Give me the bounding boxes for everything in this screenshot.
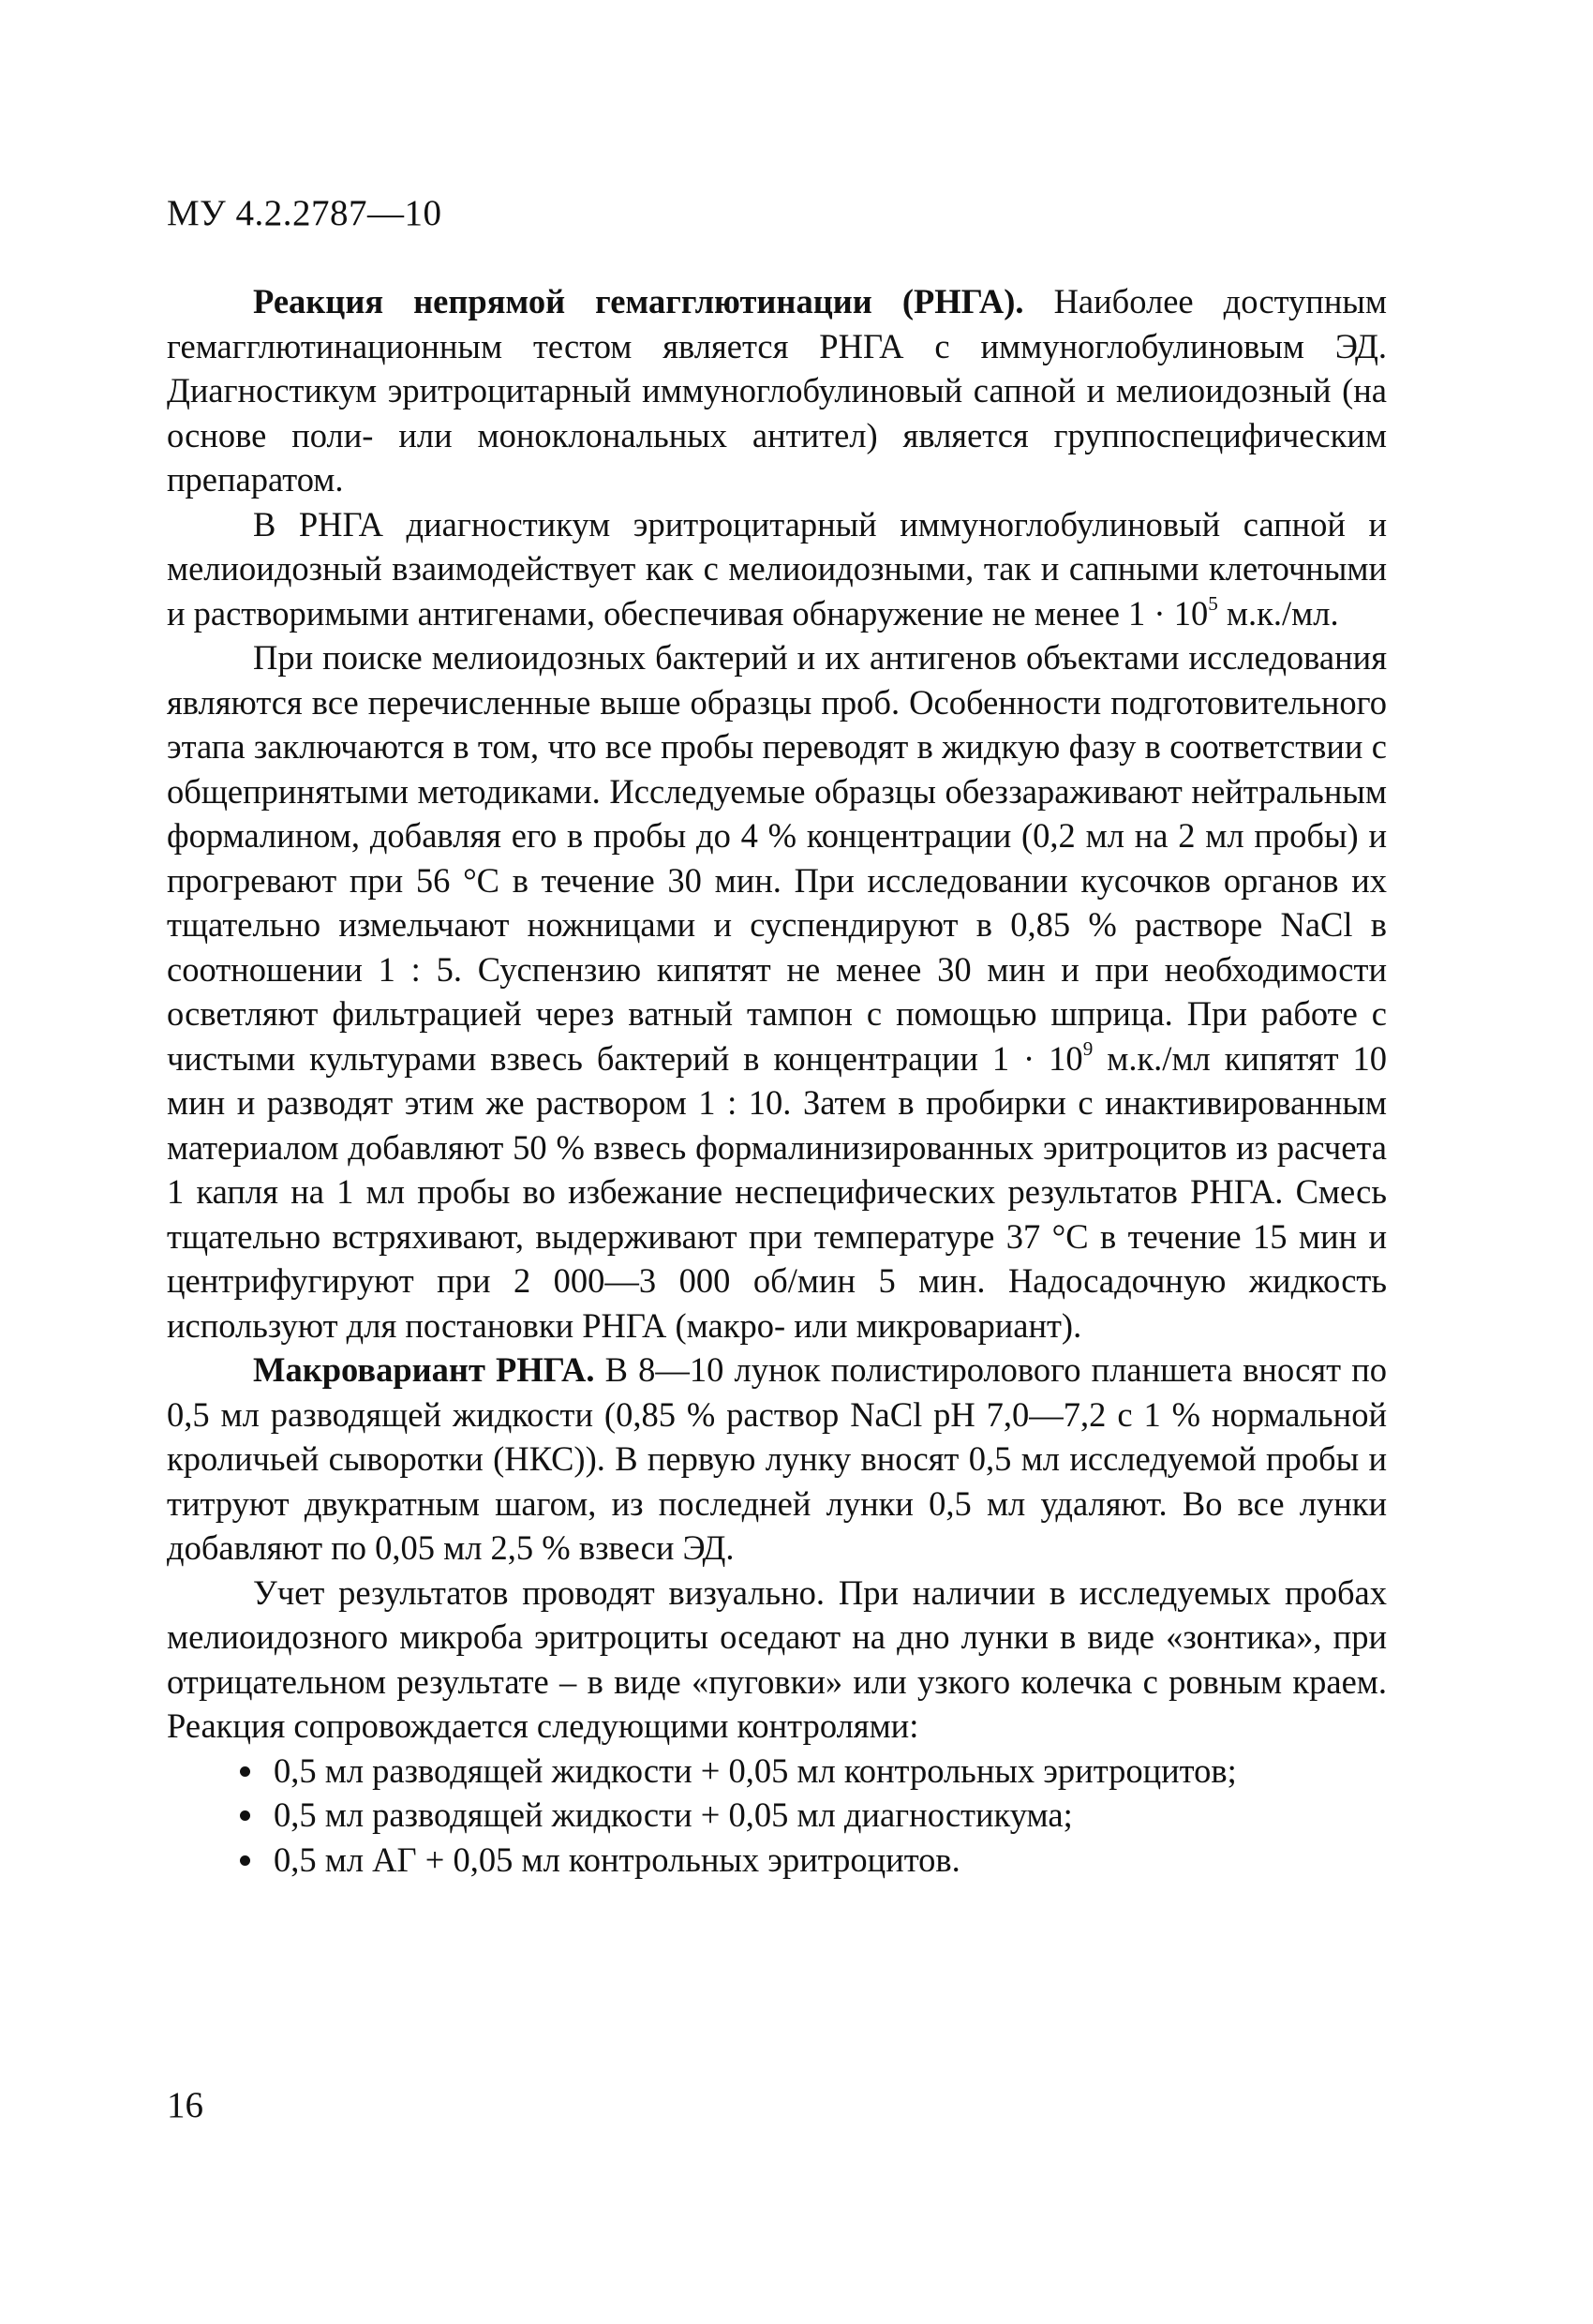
page-body: [167, 279, 1387, 1882]
paragraph-results: [167, 1571, 1387, 1749]
paragraph-text: м.к./мл кипятят 10 мин и разводят этим же раствором 1 : 10. Затем в пробирки с инактивированным материалом добавляют 50 % взвесь формалинизированных эритроцитов из расчета 1 капля на 1 мл пробы во избежание неспецифических результатов РНГА. Смесь тщательно встряхивают, выдерживают при температуре 37 °С в течение 15 мин и центрифугируют при 2 000—3 000 об/мин 5 мин. Надосадочную жидкость используют для постановки РНГА (макро- или микровариант).: [167, 1038, 1387, 1345]
bullet-icon: [240, 1855, 250, 1866]
paragraph-text: Учет результатов проводят визуально. При наличии в исследуемых пробах мелиоидозного микроба эритроциты оседают на дно лунки в виде «зонтика», при отрицательном результате – в виде «пуговки» или узкого колечка с ровным краем. Реакция сопровождается следующими контролями:: [167, 1572, 1387, 1745]
list-item-text: 0,5 мл АГ + 0,05 мл контрольных эритроцитов.: [274, 1840, 960, 1879]
section-title-rnga: Реакция непрямой гемагглютинации (РНГА).: [253, 282, 1024, 320]
paragraph-text: Наиболее доступным гемагглютинационным тестом является РНГА с иммуноглобулиновым ЭД. Диагностикум эритроцитарный иммуноглобулиновый сапной и мелиоидозный (на основе поли- или моноклональных антител) является группоспецифическим препаратом.: [167, 282, 1387, 499]
page-number: 16: [167, 2085, 203, 2125]
list-item-text: 0,5 мл разводящей жидкости + 0,05 мл контрольных эритроцитов;: [274, 1750, 1237, 1790]
section-title-macrovariant: Макровариант РНГА.: [253, 1350, 595, 1389]
paragraph-rnga-intro: [167, 279, 1387, 502]
exponent: 5: [1208, 591, 1218, 615]
list-item-text: 0,5 мл разводящей жидкости + 0,05 мл диагностикума;: [274, 1795, 1073, 1834]
paragraph-text: В РНГА диагностикум эритроцитарный иммуноглобулиновый сапной и мелиоидозный взаимодействует как с мелиоидозными, так и сапными клеточными и растворимыми антигенами, обеспечивая обнаружение не менее 1 · 10: [167, 504, 1387, 633]
exponent: 9: [1082, 1036, 1094, 1060]
bullet-icon: [240, 1810, 250, 1821]
paragraph-macrovariant: [167, 1348, 1387, 1571]
list-item: [240, 1749, 1387, 1794]
paragraph-text: При поиске мелиоидозных бактерий и их антигенов объектами исследования являются все перечисленные выше образцы проб. Особенности подготовительного этапа заключаются в том, что все пробы переводят в жидкую фазу в соответствии с общепринятыми методиками. Исследуемые образцы обеззараживают нейтральным формалином, добавляя его в пробы до 4 % концентрации (0,2 мл на 2 мл пробы) и прогревают при 56 °С в течение 30 мин. При исследовании кусочков органов их тщательно измельчают ножницами и суспендируют в 0,85 % растворе NaCl в соотношении 1 : 5. Суспензию кипятят не менее 30 мин и при необходимости осветляют фильтрацией через ватный тампон с помощью шприца. При работе с чистыми культурами взвесь бактерий в концентрации 1 · 10: [167, 638, 1387, 1078]
paragraph-text: В 8—10 лунок полистиролового планшета вносят по 0,5 мл разводящей жидкости (0,85 % раствор NaCl pH 7,0—7,2 с 1 % нормальной кроличьей сыворотки (НКС)). В первую лунку вносят 0,5 мл исследуемой пробы и титруют двукратным шагом, из последней лунки 0,5 мл удаляют. Во все лунки добавляют по 0,05 мл 2,5 % взвеси ЭД.: [167, 1350, 1388, 1567]
paragraph-text: м.к./мл.: [1217, 593, 1339, 633]
list-item: [240, 1793, 1387, 1838]
controls-list: [167, 1749, 1387, 1883]
list-item: [240, 1838, 1387, 1883]
paragraph-sample-preparation: [167, 635, 1387, 1348]
paragraph-rnga-sensitivity: [167, 502, 1387, 636]
bullet-icon: [240, 1766, 250, 1777]
document-code-header: МУ 4.2.2787—10: [167, 193, 442, 233]
